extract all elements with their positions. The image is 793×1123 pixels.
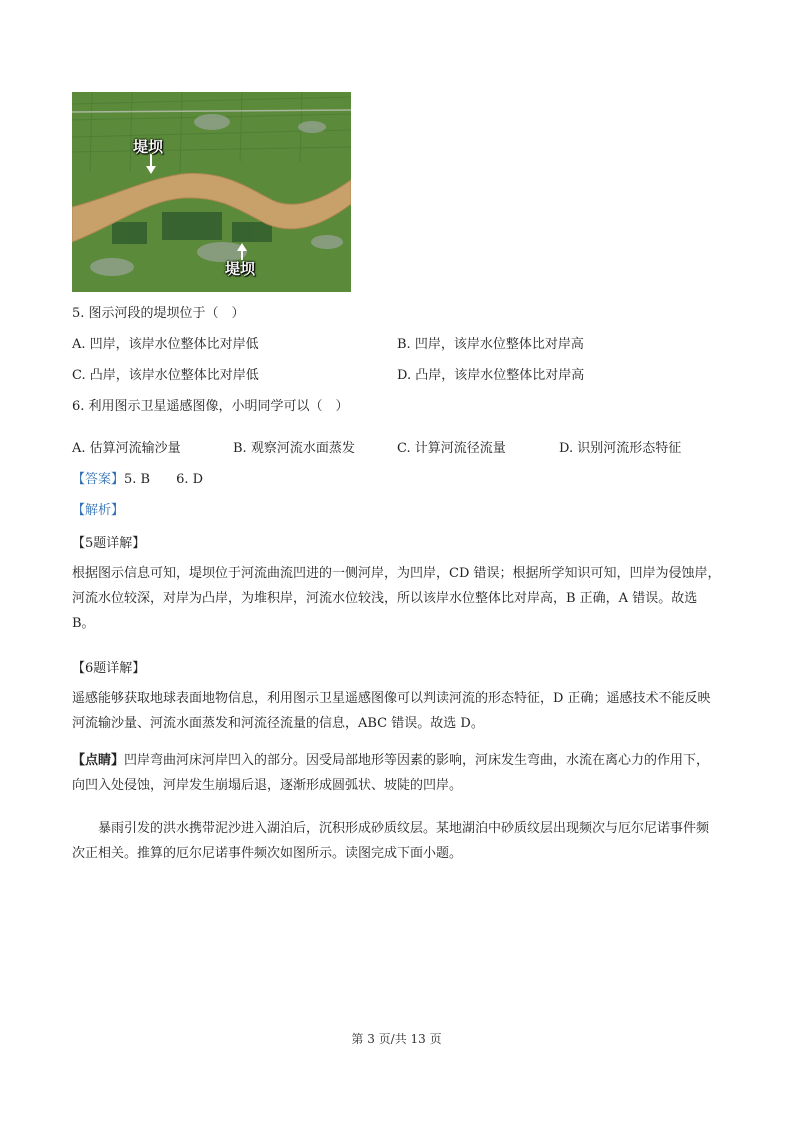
- q5-option-c: C. 凸岸，该岸水位整体比对岸低: [72, 368, 259, 383]
- page-footer: 第 3 页/共 13 页: [351, 1032, 442, 1046]
- detail6-tag: 【6题详解】: [72, 661, 146, 676]
- q6-option-b: B. 观察河流水面蒸发: [233, 441, 355, 456]
- highlight-block: [72, 748, 721, 798]
- q5-option-a: A. 凹岸，该岸水位整体比对岸低: [72, 337, 259, 352]
- q5-stem: 5. 图示河段的堤坝位于（ ）: [72, 306, 245, 321]
- detail5-text: 根据图示信息可知，堤坝位于河流曲流凹进的一侧河岸，为凹岸，CD 错误；根据所学知识可知，凹岸为侵蚀岸，河流水位较深，对岸为凸岸，为堆积岸，河流水位较浅，所以该岸水位整体比对岸高，B 正确，A 错误。故选 B。: [72, 566, 721, 631]
- q5-option-b: B. 凹岸，该岸水位整体比对岸高: [397, 337, 584, 352]
- q6-option-a: A. 估算河流输沙量: [72, 441, 181, 456]
- dike-label-top: 堤坝: [133, 138, 164, 156]
- next-question-intro: 暴雨引发的洪水携带泥沙进入湖泊后，沉积形成砂质纹层。某地湖泊中砂质纹层出现频次与厄尔尼诺事件频次正相关。推算的厄尔尼诺事件频次如图所示。读图完成下面小题。: [72, 821, 710, 861]
- answer-line: [72, 471, 203, 489]
- detail5-tag: 【5题详解】: [72, 536, 146, 551]
- q6-option-c: C. 计算河流径流量: [397, 441, 506, 456]
- satellite-image-drawing: [72, 92, 351, 292]
- detail6-text: 遥感能够获取地球表面地物信息，利用图示卫星遥感图像可以判读河流的形态特征，D 正确；遥感技术不能反映河流输沙量、河流水面蒸发和河流径流量的信息，ABC 错误。故选 D。: [72, 691, 711, 731]
- highlight-text: 凹岸弯曲河床河岸凹入的部分。因受局部地形等因素的影响，河床发生弯曲，水流在离心力的作用下，向凹入处侵蚀，河岸发生崩塌后退，逐渐形成圆弧状、坡陡的凹岸。: [72, 753, 710, 793]
- q6-option-d: D. 识别河流形态特征: [559, 441, 682, 456]
- q5-option-d: D. 凸岸，该岸水位整体比对岸高: [397, 368, 585, 383]
- analysis-tag: 【解析】: [72, 503, 125, 518]
- q6-stem: 6. 利用图示卫星遥感图像，小明同学可以（ ）: [72, 399, 349, 414]
- satellite-river-image: [72, 92, 351, 292]
- dike-label-bottom: 堤坝: [225, 260, 256, 278]
- answer-text: 5. B 6. D: [124, 472, 204, 487]
- answer-tag: 【答案】: [72, 472, 125, 487]
- highlight-tag: 【点睛】: [72, 753, 125, 768]
